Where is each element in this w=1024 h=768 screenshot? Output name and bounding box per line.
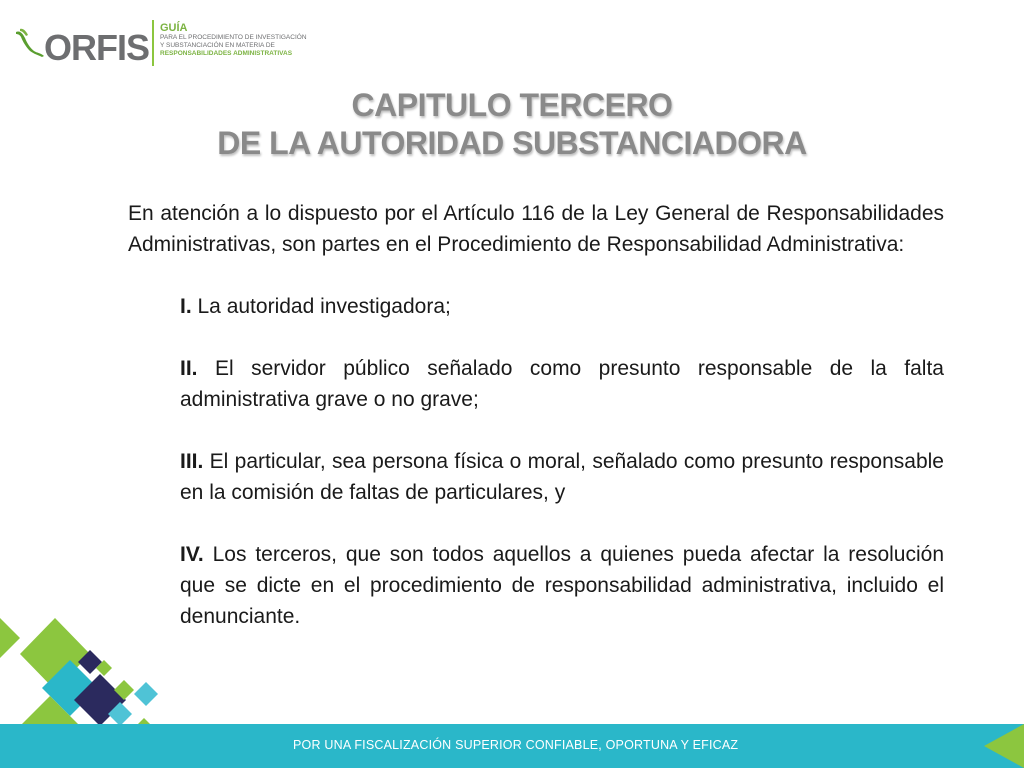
title-line-1: CAPITULO TERCERO <box>351 87 673 123</box>
logo-wordmark: ORFIS <box>44 27 150 68</box>
veracruz-map-icon <box>14 26 48 58</box>
item-number: IV. <box>180 543 204 566</box>
guide-line-1: PARA EL PROCEDIMIENTO DE INVESTIGACIÓN <box>160 34 307 41</box>
page-title <box>0 86 1024 162</box>
guide-title: GUÍA <box>160 22 188 34</box>
guide-line-3: RESPONSABILIDADES ADMINISTRATIVAS <box>160 50 293 57</box>
item-number: II. <box>180 357 198 380</box>
item-number: I. <box>180 295 192 318</box>
parties-list <box>180 291 944 632</box>
item-text: Los terceros, que son todos aquellos a quienes pueda afectar la resolución que se dicte en el procedimiento de responsabilidad administrativa, incluido el denunciante. <box>180 543 944 628</box>
footer-slogan: POR UNA FISCALIZACIÓN SUPERIOR CONFIABLE, OPORTUNA Y EFICAZ <box>293 738 739 752</box>
list-item <box>180 353 944 415</box>
orfis-logo <box>14 20 314 70</box>
intro-paragraph: En atención a lo dispuesto por el Artículo 116 de la Ley General de Responsabilidades Administrativas, son partes en el Procedimiento de Responsabilidad Administrativa: <box>128 202 944 256</box>
list-item <box>180 446 944 508</box>
item-text: El particular, sea persona física o moral, señalado como presunto responsable en la comisión de faltas de particulares, y <box>180 450 944 504</box>
list-item <box>180 291 944 322</box>
guide-subtitle <box>160 22 330 58</box>
list-item <box>180 539 944 632</box>
arrow-left-icon <box>980 724 1024 768</box>
guide-line-2: Y SUBSTANCIACIÓN EN MATERIA DE <box>160 42 275 49</box>
item-text: El servidor público señalado como presunto responsable de la falta administrativa grave o no grave; <box>180 357 944 411</box>
item-text: La autoridad investigadora; <box>191 295 451 318</box>
title-line-2: DE LA AUTORIDAD SUBSTANCIADORA <box>217 125 807 161</box>
logo-divider <box>152 20 154 66</box>
item-number: III. <box>180 450 204 473</box>
document-body <box>128 198 944 663</box>
